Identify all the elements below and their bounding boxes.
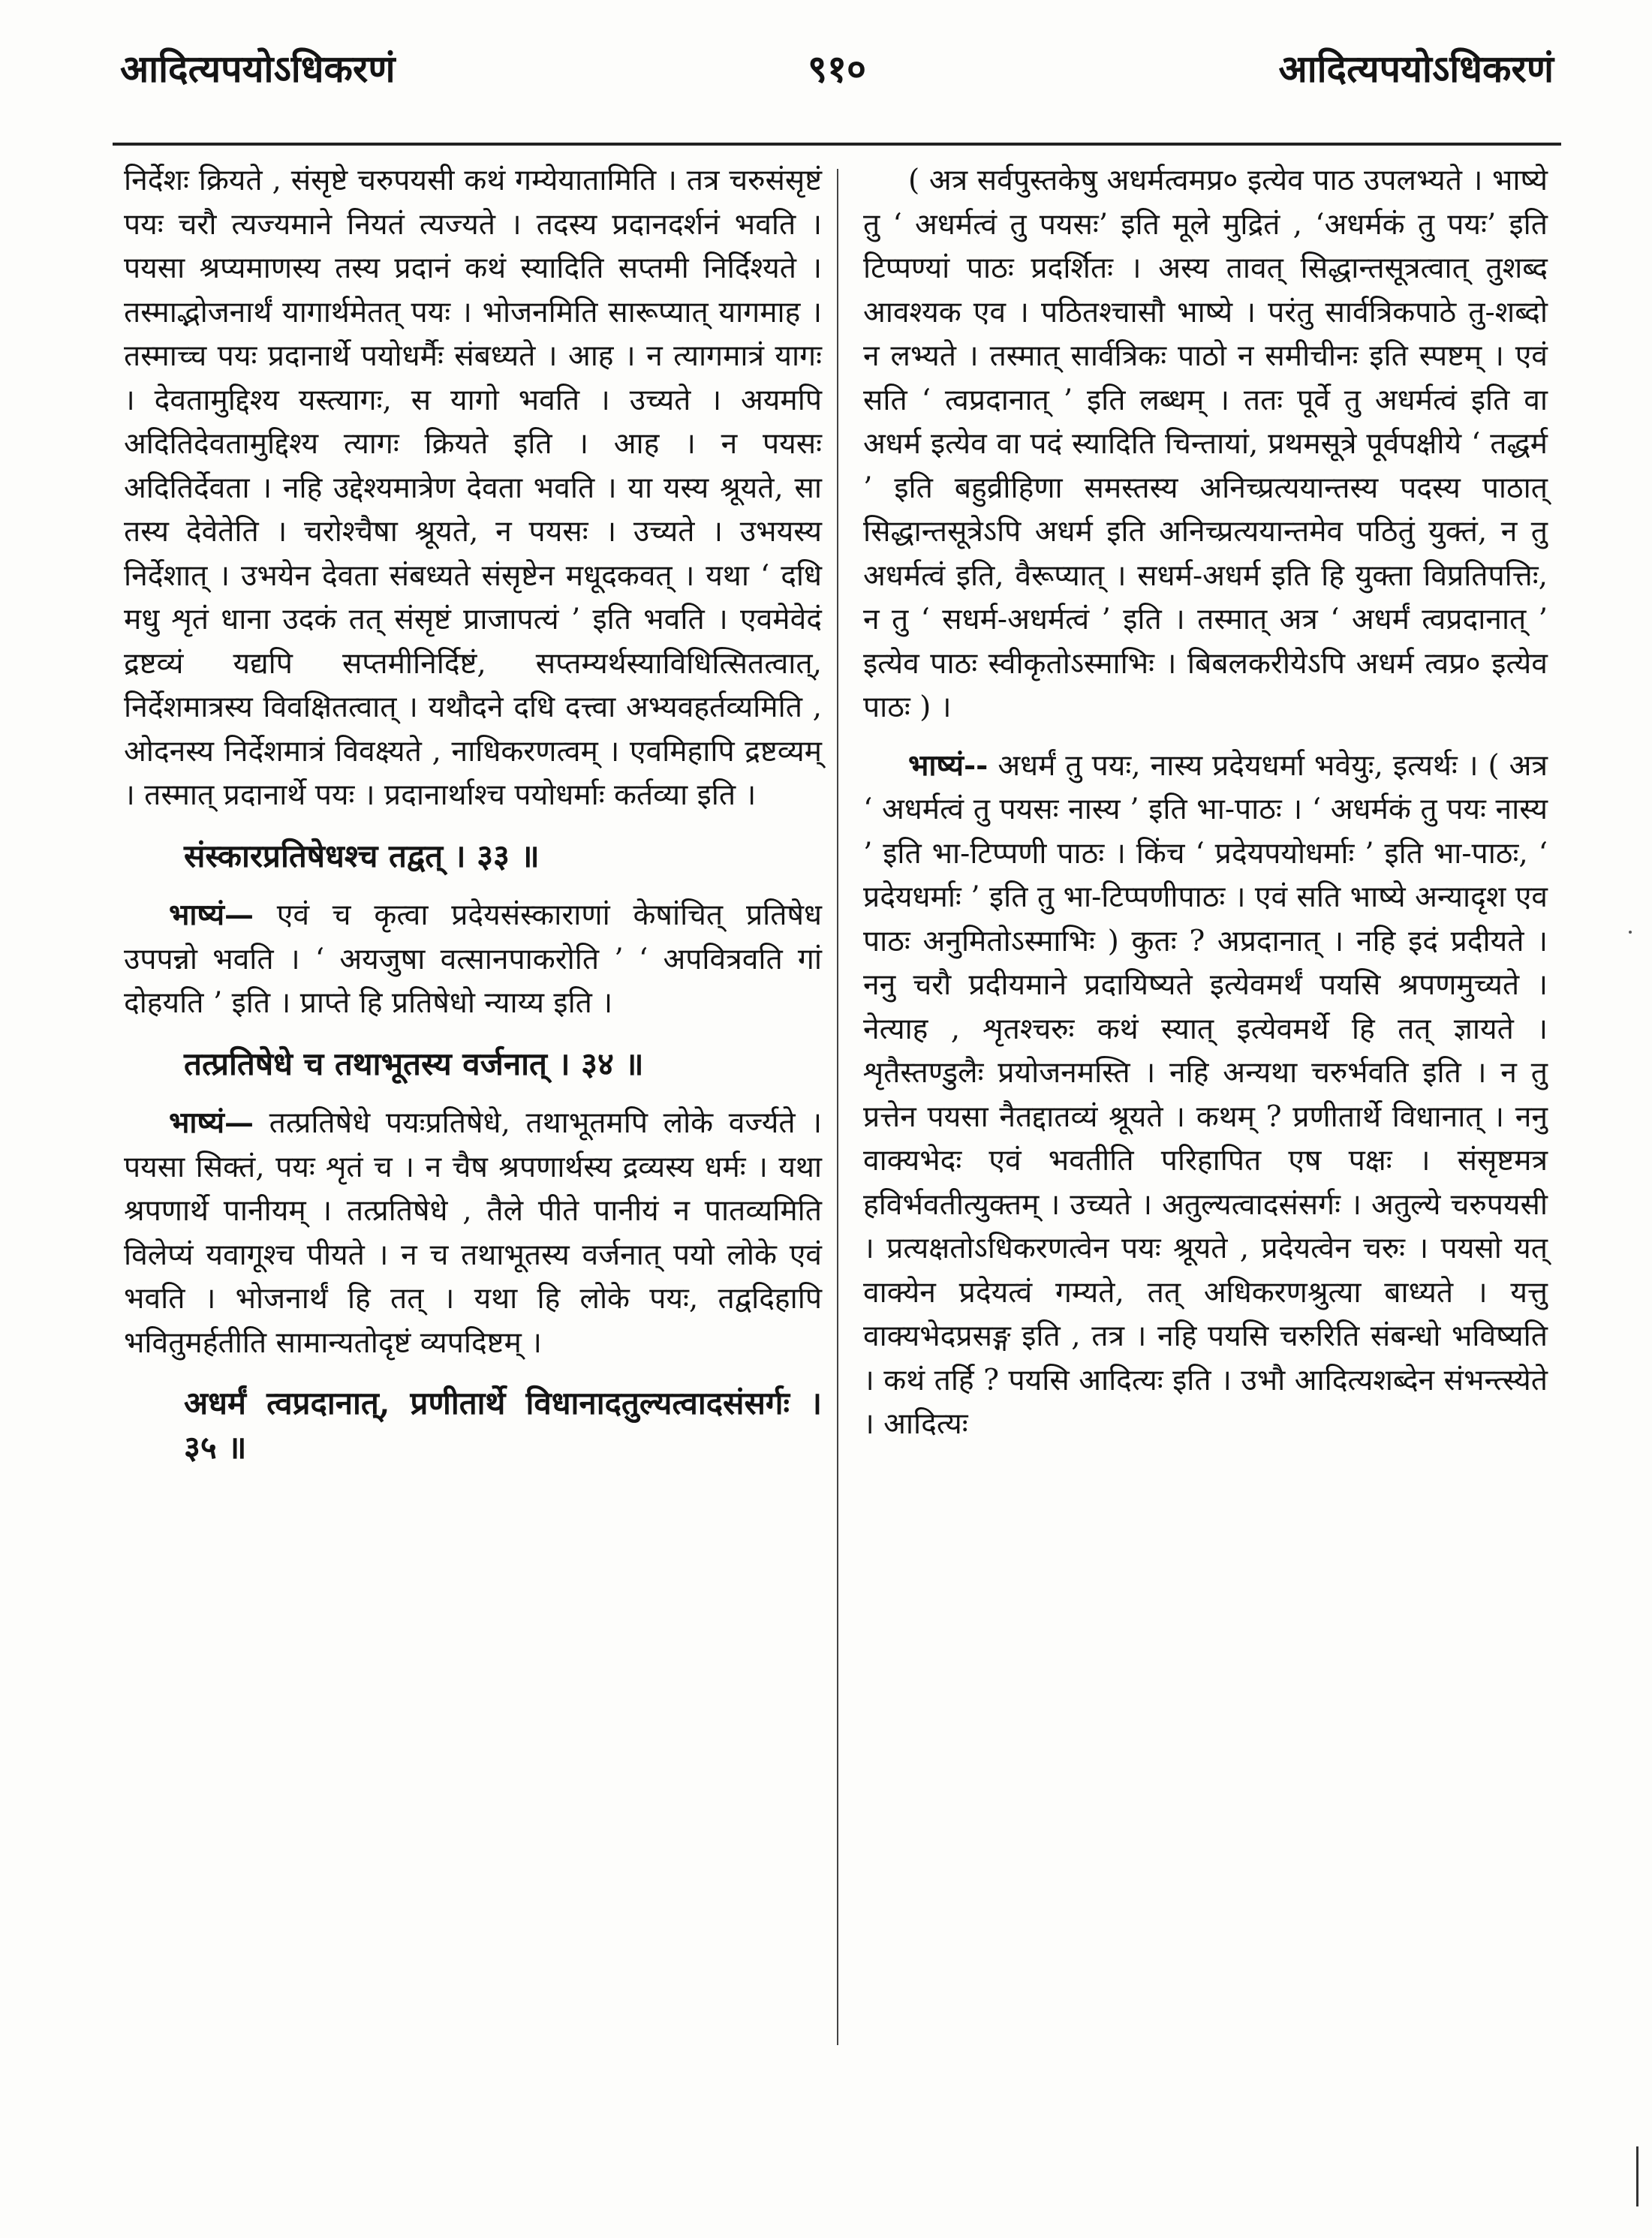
left-paragraph-continued: निर्देशः क्रियते , संसृष्टे चरुपयसी कथं गम्येयातामिति । तत्र चरुसंसृष्टं पयः चरौ त्यज्यमाने नियतं त्यज्यते । तदस्य प्रदानदर्शनं भवति । पयसा श्रप्यमाणस्य तस्य प्रदानं कथं स्यादिति सप्तमी निर्दिश्यते । तस्माद्भोजनार्थं यागार्थमेतत् पयः । भोजनमिति सारूप्यात् यागमाह । तस्माच्च पयः प्रदानार्थे पयोधर्मैः संबध्यते । आह । न त्यागमात्रं यागः । देवतामुद्दिश्य यस्त्यागः, स यागो भवति । उच्यते । अयमपि अदितिदेवतामुद्दिश्य त्यागः क्रियते इति । आह । न पयसः अदितिर्देवता । नहि उद्देश्यमात्रेण देवता भवति । या यस्य श्रूयते, सा तस्य देवेतेति । चरोश्चैषा श्रूयते, न पयसः । उच्यते । उभयस्य निर्देशात् । उभयेन देवता संबध्यते संसृष्टेन मधूदकवत् । यथा ‘ दधि मधु शृतं धाना उदकं तत् संसृष्टं प्राजापत्यं ’ इति भवति । एवमेवेदं द्रष्टव्यं यद्यपि सप्तमीनिर्दिष्टं, सप्तम्यर्थस्याविधित्सितत्वात्, निर्देशमात्रस्य विवक्षितत्वात् । यथौदने दधि दत्त्वा अभ्यवहर्तव्यमिति , ओदनस्य निर्देशमात्रं विवक्ष्यते , नाधिकरणत्वम् । एवमिहापि द्रष्टव्यम् । तस्मात् प्रदानार्थे पयः । प्रदानार्थाश्च पयोधर्माः कर्तव्या इति । — [124, 164, 822, 812]
bhashya-34-text: तत्प्रतिषेधे पयःप्रतिषेधे, तथाभूतमपि लोके वर्ज्यते । पयसा सिक्तं, पयः शृतं च । न चैष श्रपणार्थस्य द्रव्यस्य धर्मः । यथा श्रपणार्थे पानीयम् । तत्प्रतिषेधे , तैले पीते पानीयं न पातव्यमिति विलेप्यं यवागूश्च पीयते । न च तथाभूतस्य वर्जनात् पयो लोके एवं भवति । भोजनार्थं हि तत् । यथा हि लोके पयः, तद्वदिहापि भवितुमर्हतीति सामान्यतोदृष्टं व्यपदिष्टम् । — [124, 1106, 822, 1360]
header-title-right: आदित्यपयोऽधिकरणं — [1278, 47, 1554, 91]
scan-speck — [1629, 931, 1632, 934]
bhashya-33-text: एवं च कृत्वा प्रदेयसंस्काराणां केषांचित् प्रतिषेध उपपन्नो भवति । ‘ अयजुषा वत्सानपाकरोति ’ ‘ अपवित्रवति गां दोहयति ’ इति । प्राप्ते हि प्रतिषेधो न्याय्य इति । — [124, 898, 822, 1020]
bhashya-35 — [863, 744, 1548, 1447]
editorial-note: ( अत्र सर्वपुस्तकेषु अधर्मत्वमप्र० इत्येव पाठ उपलभ्यते । भाष्ये तु ‘ अधर्मत्वं तु पयसः’ इति मूले मुद्रितं , ‘अधर्मकं तु पयः’ इति टिप्पण्यां पाठः प्रदर्शितः । अस्य तावत् सिद्धान्तसूत्रत्वात् तुशब्द आवश्यक एव । पठितश्चासौ भाष्ये । परंतु सार्वत्रिकपाठे तु-शब्दो न लभ्यते । तस्मात् सार्वत्रिकः पाठो न समीचीनः इति स्पष्टम् । एवं सति ‘ त्वप्रदानात् ’ इति लब्धम् । ततः पूर्वे तु अधर्मत्वं इति वा अधर्म इत्येव वा पदं स्यादिति चिन्तायां, प्रथमसूत्रे पूर्वपक्षीये ‘ तद्धर्म ’ इति बहुव्रीहिणा समस्तस्य अनिच्प्रत्ययान्तस्य पदस्य पाठात् सिद्धान्तसूत्रेऽपि अधर्म इति अनिच्प्रत्ययान्तमेव पठितुं युक्तं, न तु अधर्मत्वं इति, वैरूप्यात् । सधर्म-अधर्म इति हि युक्ता विप्रतिपत्तिः, न तु ‘ सधर्म-अधर्मत्वं ’ इति । तस्मात् अत्र ‘ अधर्मं त्वप्रदानात् ’ इत्येव पाठः स्वीकृतोऽस्माभिः । बिबलकरीयेऽपि अधर्म त्वप्र० इत्येव पाठः ) । — [863, 164, 1548, 724]
bhashya-35-label: भाष्यं-- — [908, 748, 988, 783]
sutra-34: तत्प्रतिषेधे च तथाभूतस्य वर्जनात् । ३४ ॥ — [184, 1045, 644, 1082]
running-header — [120, 42, 1554, 117]
sutra-33: संस्कारप्रतिषेधश्च तद्वत् । ३३ ॥ — [184, 837, 540, 874]
bhashya-35-text: अधर्मं तु पयः, नास्य प्रदेयधर्मा भवेयुः, इत्यर्थः । ( अत्र ‘ अधर्मत्वं तु पयसः नास्य ’ इति भा-पाठः । ‘ अधर्मकं तु पयः नास्य ’ इति भा-टिप्पणी पाठः । किंच ‘ प्रदेयपयोधर्माः ’ इति भा-पाठः, ‘ प्रदेयधर्माः ’ इति तु भा-टिप्पणीपाठः । एवं सति भाष्ये अन्यादृश एव पाठः अनुमितोऽस्माभिः ) कुतः ? अप्रदानात् । नहि इदं प्रदीयते । ननु चरौ प्रदीयमाने प्रदायिष्यते इत्येवमर्थं पयसि श्रपणमुच्यते । नेत्याह , शृतश्चरुः कथं स्यात् इत्येवमर्थे हि तत् ज्ञायते । शृतैस्तण्डुलैः प्रयोजनमस्ति । नहि अन्यथा चरुर्भवति इति । न तु प्रत्तेन पयसा नैतद्दातव्यं श्रूयते । कथम् ? प्रणीतार्थे विधानात् । ननु वाक्यभेदः एवं भवतीति परिहापित एष पक्षः । संसृष्टमत्र हविर्भवतीत्युक्तम् । उच्यते । अतुल्यत्वादसंसर्गः । अतुल्ये चरुपयसी । प्रत्यक्षतोऽधिकरणत्वेन पयः श्रूयते , प्रदेयत्वेन चरुः । पयसो यत् वाक्येन प्रदेयत्वं गम्यते, तत् अधिकरणश्रुत्या बाध्यते । यत्तु वाक्यभेदप्रसङ्ग इति , तत्र । नहि पयसि चरुरिति संबन्धो भविष्यति । कथं तर्हि ? पयसि आदित्यः इति । उभौ आदित्यशब्देन संभन्त्स्येते । आदित्यः — [863, 748, 1548, 1441]
bhashya-33 — [124, 893, 822, 1026]
page-number: ९१० — [808, 47, 866, 91]
bhashya-33-label: भाष्यं— — [169, 898, 254, 932]
bhashya-34-label: भाष्यं— — [169, 1105, 254, 1140]
margin-mark — [1636, 2146, 1638, 2206]
left-column — [124, 159, 822, 1484]
header-title-left: आदित्यपयोऽधिकरणं — [120, 47, 396, 91]
header-rule — [113, 143, 1561, 146]
right-column — [863, 159, 1548, 1460]
bhashya-34 — [124, 1101, 822, 1365]
column-divider — [837, 169, 838, 2045]
sutra-35: अधर्मं त्वप्रदानात्, प्रणीतार्थे विधानादतुल्यत्वादसंसर्गः । ३५ ॥ — [184, 1385, 822, 1466]
